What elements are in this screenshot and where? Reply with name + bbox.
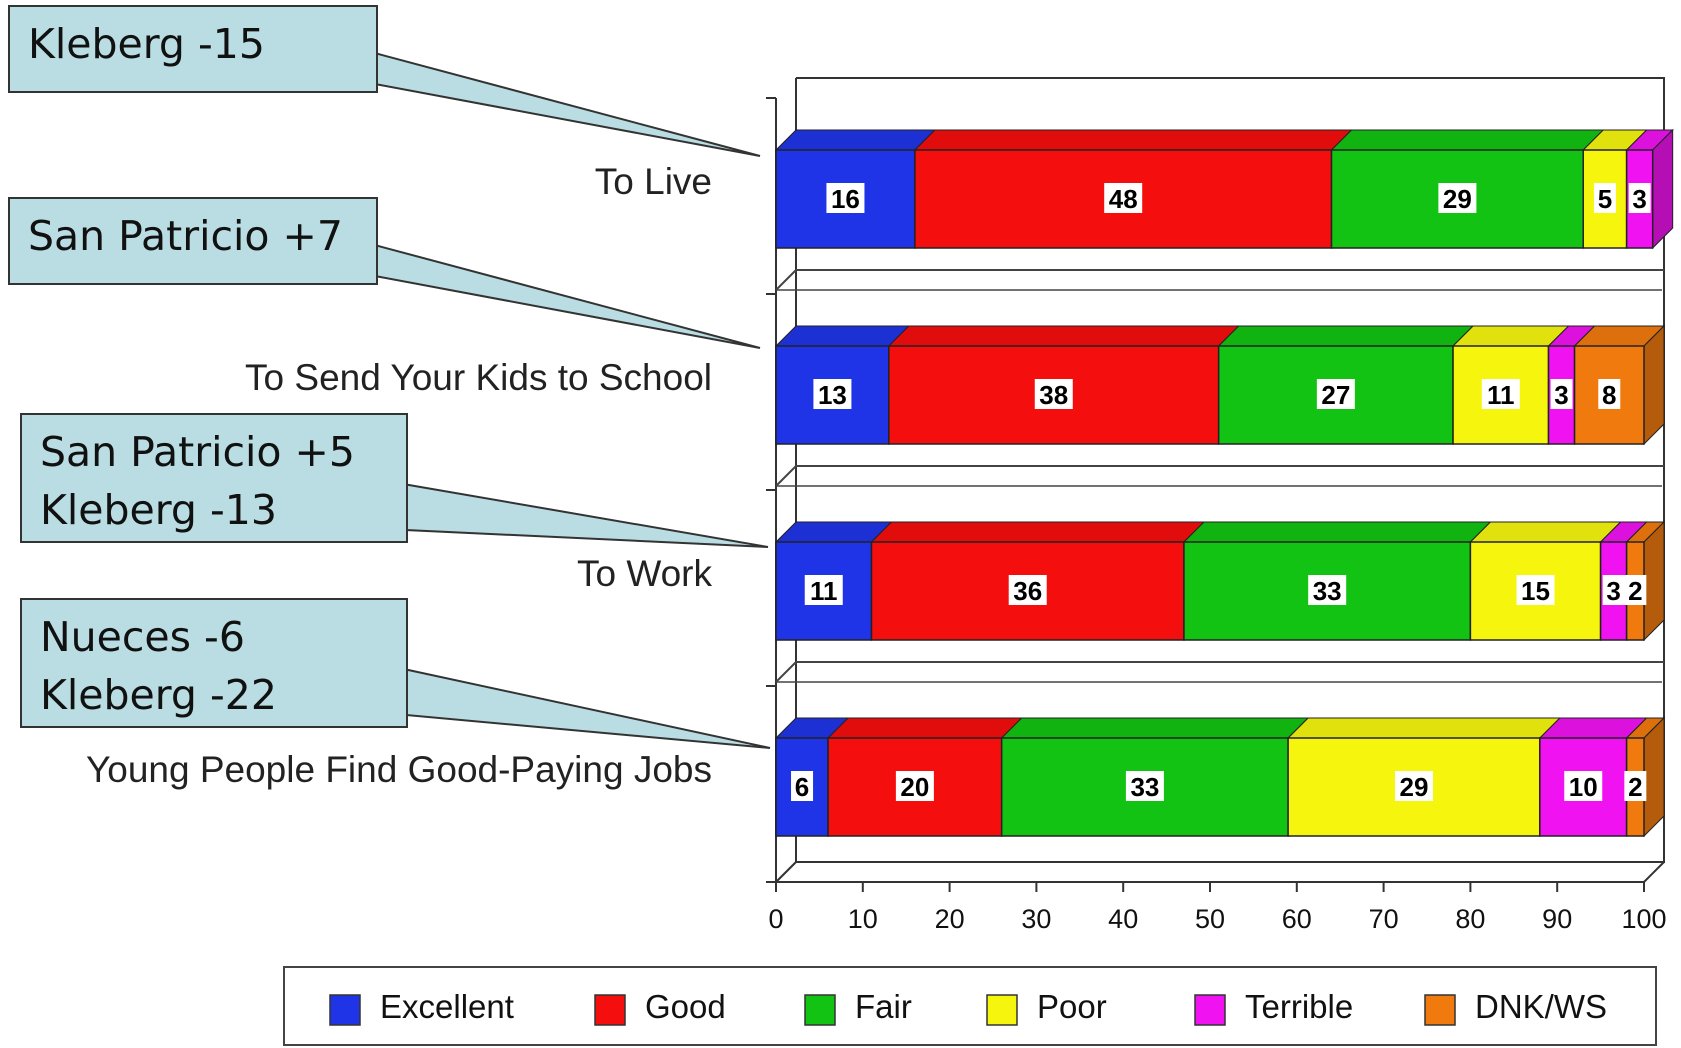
bar-segment-top (1219, 326, 1473, 346)
legend-swatch (1425, 995, 1455, 1025)
data-label: 15 (1521, 576, 1550, 606)
bar-segment-top (776, 130, 935, 150)
legend-label: Fair (855, 988, 912, 1025)
data-label: 33 (1312, 576, 1342, 606)
data-label: 33 (1130, 772, 1160, 802)
data-label: 2 (1628, 772, 1643, 802)
bar-segment-side (1644, 718, 1664, 836)
category-label: To Live (594, 161, 712, 202)
data-label: 10 (1568, 772, 1598, 802)
x-tick-label: 70 (1368, 904, 1399, 934)
x-tick-label: 30 (1021, 904, 1052, 934)
floor-right-edge (1644, 862, 1664, 882)
row-separator (776, 270, 1664, 290)
bar-segment-top (915, 130, 1352, 150)
x-tick-label: 0 (768, 904, 784, 934)
bar-segment-side (1653, 130, 1673, 248)
data-label: 3 (1554, 380, 1569, 410)
data-label: 13 (817, 380, 847, 410)
bar-row (776, 718, 1664, 836)
x-axis (768, 882, 1666, 934)
callout-text: Kleberg -15 (28, 20, 265, 68)
data-label: 36 (1013, 576, 1043, 606)
category-label: To Send Your Kids to School (245, 357, 712, 398)
x-tick-label: 90 (1542, 904, 1573, 934)
data-label: 29 (1442, 184, 1472, 214)
callout-box (8, 197, 378, 285)
callout-text: Kleberg -22 (40, 671, 277, 719)
row-separator (776, 662, 1664, 682)
x-tick-label: 10 (847, 904, 878, 934)
callout-pointers (376, 53, 770, 748)
legend-swatch (330, 995, 360, 1025)
data-label: 11 (1487, 380, 1515, 410)
data-label: 3 (1632, 184, 1647, 214)
legend-swatch (987, 995, 1017, 1025)
bar-segment-side (1644, 326, 1664, 444)
legend-swatch (805, 995, 835, 1025)
data-label: 8 (1602, 380, 1617, 410)
callout-pointer (406, 485, 768, 548)
data-label: 6 (794, 772, 810, 802)
bars-group (776, 130, 1673, 836)
bar-row (776, 326, 1664, 444)
data-label: 3 (1606, 576, 1621, 606)
callout-pointer (406, 670, 770, 749)
bar-segment-top (1002, 718, 1308, 738)
data-label: 48 (1108, 184, 1138, 214)
bar-segment-top (776, 326, 909, 346)
x-tick-label: 20 (934, 904, 965, 934)
data-label: 20 (900, 772, 930, 802)
bar-segment-top (1332, 130, 1604, 150)
legend-label: DNK/WS (1475, 988, 1607, 1025)
data-label: 38 (1039, 380, 1069, 410)
callout-text: San Patricio +5 (40, 428, 355, 476)
data-label: 11 (809, 576, 838, 606)
callout-box (20, 598, 408, 728)
bar-segment-top (889, 326, 1239, 346)
callout-pointer (376, 245, 760, 348)
callout-text: Nueces -6 (40, 613, 245, 661)
row-separator (776, 466, 1664, 486)
callout-pointer (376, 53, 760, 156)
category-label: Young People Find Good-Paying Jobs (85, 749, 712, 790)
bar-row (776, 522, 1664, 640)
data-label: 5 (1597, 184, 1613, 214)
legend-label: Terrible (1245, 988, 1354, 1025)
bar-segment-top (871, 522, 1203, 542)
callout-text: San Patricio +7 (28, 212, 343, 260)
legend-label: Good (645, 988, 726, 1025)
callout-text: Kleberg -13 (40, 486, 277, 534)
callout-box (20, 413, 408, 543)
data-label: 27 (1321, 380, 1351, 410)
category-label: To Work (576, 553, 712, 594)
legend-label: Poor (1037, 988, 1107, 1025)
callout-box (8, 5, 378, 93)
bar-segment-side (1644, 522, 1664, 640)
x-tick-label: 100 (1621, 904, 1667, 934)
x-tick-label: 80 (1455, 904, 1486, 934)
x-tick-label: 60 (1281, 904, 1312, 934)
data-label: 16 (830, 184, 860, 214)
bar-segment-top (1288, 718, 1560, 738)
bar-segment-top (1470, 522, 1620, 542)
x-tick-label: 40 (1108, 904, 1139, 934)
legend-swatch (595, 995, 625, 1025)
bar-segment-top (828, 718, 1022, 738)
legend (284, 967, 1656, 1045)
bar-row (776, 130, 1673, 248)
x-tick-label: 50 (1194, 904, 1226, 934)
floor-left-edge (776, 862, 796, 882)
legend-swatch (1195, 995, 1225, 1025)
data-label: 2 (1628, 576, 1643, 606)
bar-segment-top (1184, 522, 1490, 542)
data-label: 29 (1399, 772, 1429, 802)
legend-label: Excellent (380, 988, 514, 1025)
